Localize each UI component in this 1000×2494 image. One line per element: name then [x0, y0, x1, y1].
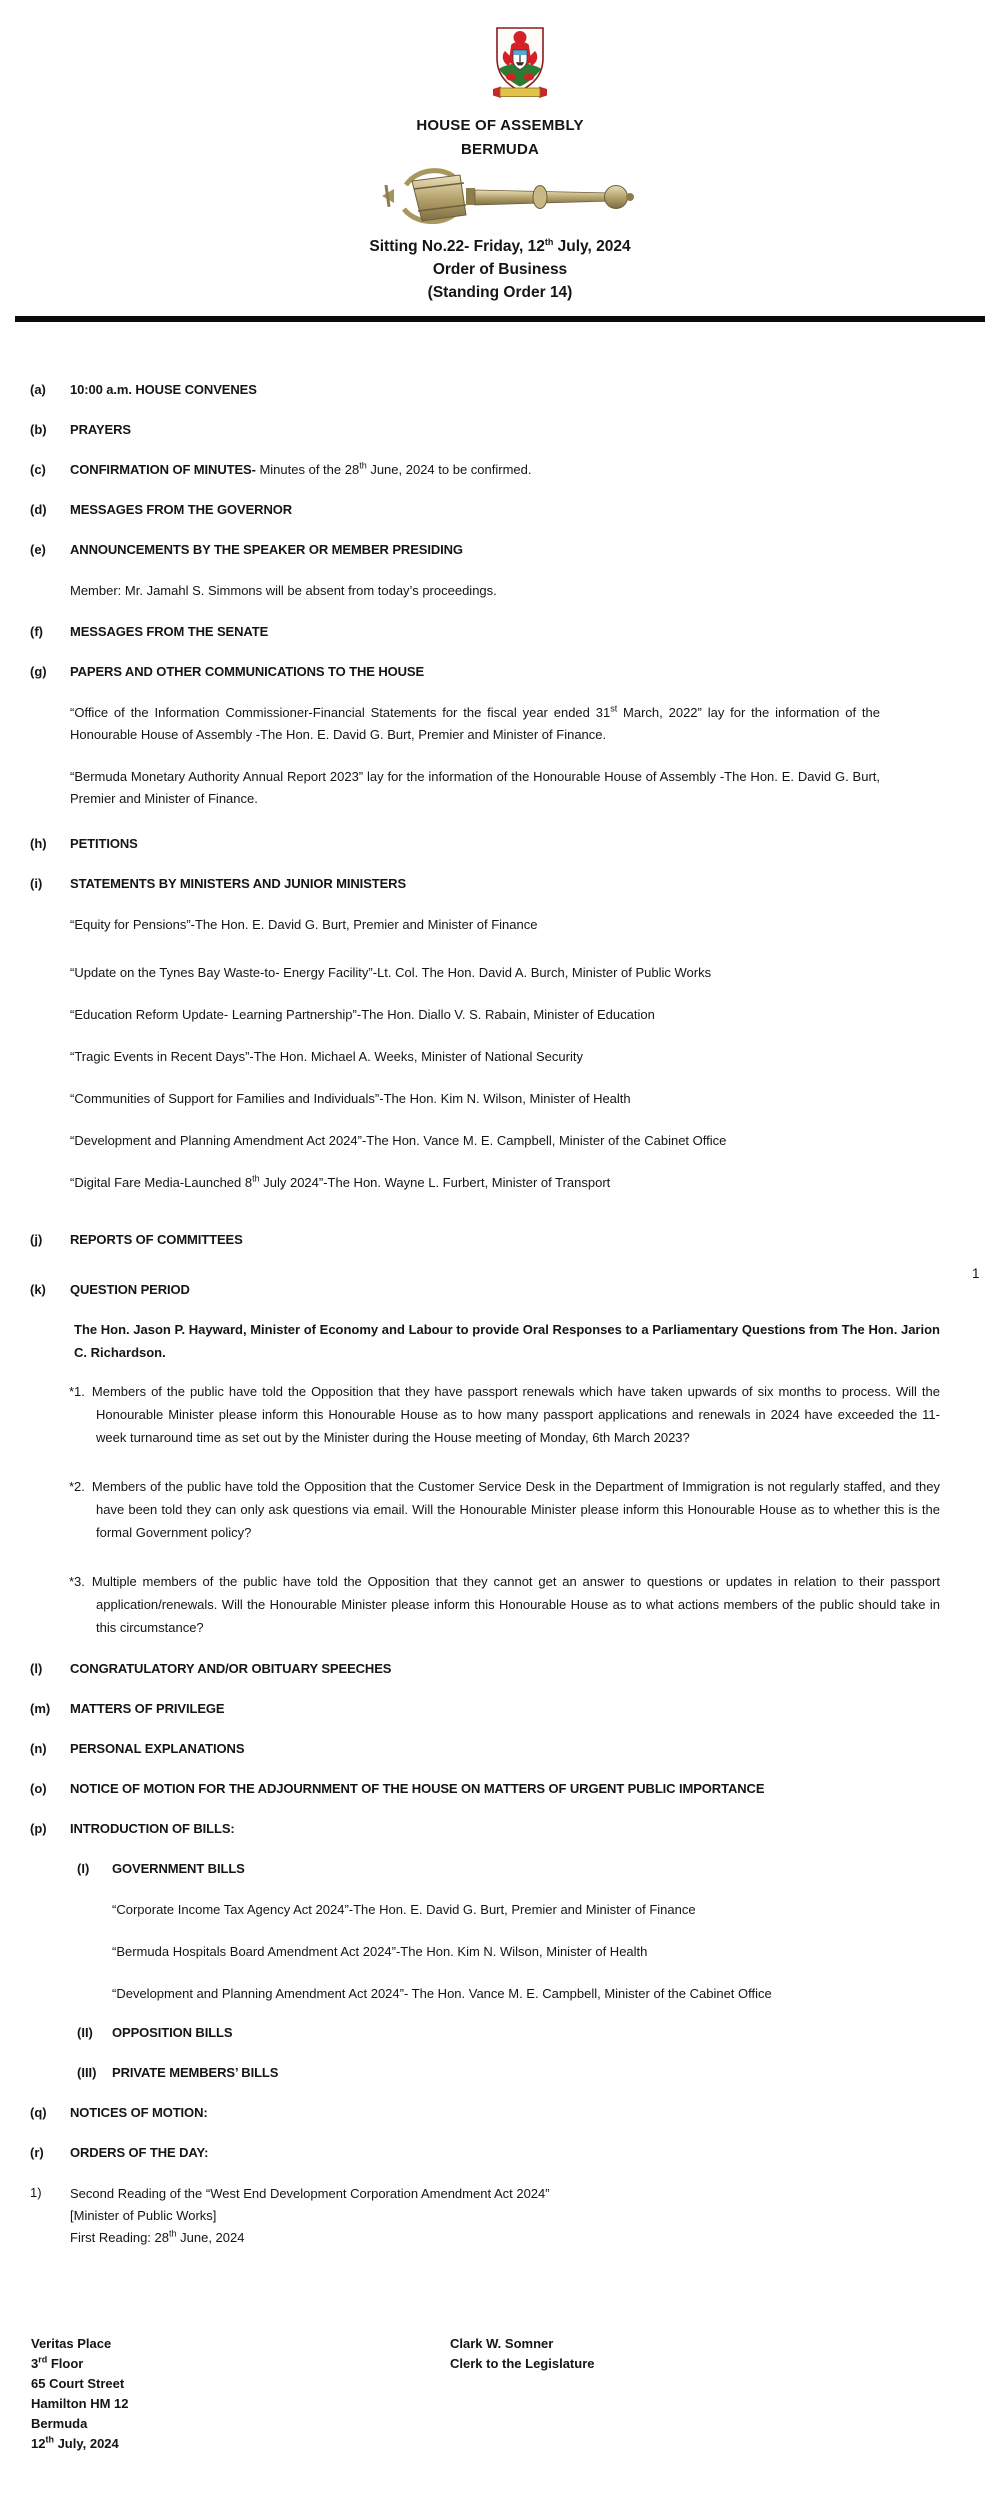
- item-letter: (r): [30, 2145, 44, 2160]
- item-letter: (j): [30, 1232, 43, 1247]
- item-letter: (h): [30, 836, 47, 851]
- question-item-2: [69, 1475, 940, 1544]
- agenda-item-m: [30, 1699, 940, 1719]
- address-line: 65 Court Street: [31, 2376, 125, 2391]
- item-heading: PRAYERS: [70, 422, 131, 437]
- item-heading: NOTICE OF MOTION FOR THE ADJOURNMENT OF THE HOUSE ON MATTERS OF URGENT PUBLIC IMPORTANCE: [70, 1781, 765, 1796]
- statement-item: “Update on the Tynes Bay Waste-to- Energy Facility”-Lt. Col. The Hon. David A. Burch, Minister of Public Works: [70, 965, 712, 980]
- clerk-title: Clerk to the Legislature: [450, 2356, 595, 2371]
- sitting-text-rest: July, 2024: [553, 238, 631, 255]
- question-number: *1.: [69, 1384, 85, 1399]
- item-heading: STATEMENTS BY MINISTERS AND JUNIOR MINISTERS: [70, 876, 407, 891]
- item-text-rest: June, 2024 to be confirmed.: [366, 462, 532, 477]
- paper-paragraph-1: [70, 702, 880, 746]
- agenda-item-h: [30, 834, 940, 854]
- question-period-intro: The Hon. Jason P. Hayward, Minister of Economy and Labour to provide Oral Responses to a Parliamentary Questions from The Hon. Jarion C. Richardson.: [74, 1322, 940, 1360]
- address-line: Hamilton HM 12: [31, 2396, 129, 2411]
- ordinal: rd: [38, 2354, 48, 2365]
- address-line: [31, 2434, 129, 2454]
- order-text: First Reading: 28: [70, 2230, 169, 2245]
- agenda-item-i: [30, 874, 940, 1194]
- ordinal: th: [45, 2434, 54, 2445]
- item-letter: (o): [30, 1781, 47, 1796]
- government-bills-section: [30, 1859, 940, 2005]
- address-text: 12: [31, 2436, 46, 2451]
- private-members-bills-section: [77, 2063, 940, 2083]
- order-line-2: [Minister of Public Works]: [70, 2208, 217, 2223]
- question-item-1: [69, 1380, 940, 1449]
- item-heading: CONGRATULATORY AND/OR OBITUARY SPEECHES: [70, 1661, 392, 1676]
- statement-item: “Equity for Pensions”-The Hon. E. David G. Burt, Premier and Minister of Finance: [70, 917, 538, 932]
- item-letter: (m): [30, 1701, 51, 1716]
- question-item-3: [69, 1570, 940, 1639]
- footer-address: [31, 2334, 129, 2454]
- sitting-line: [0, 237, 1000, 256]
- footer-clerk: [450, 2334, 594, 2374]
- sub-item-heading: PRIVATE MEMBERS’ BILLS: [112, 2065, 279, 2080]
- agenda-item-l: [30, 1659, 940, 1679]
- item-heading: MATTERS OF PRIVILEGE: [70, 1701, 225, 1716]
- question-text: Multiple members of the public have told the Opposition that they cannot get an answer to questions or updates in relation to their passport application/renewals. Will the Honourable Minister please inform this Honourable House as to what actions members of the public should take in this circumstance?: [91, 1574, 940, 1635]
- org-title: HOUSE OF ASSEMBLY: [416, 117, 584, 134]
- item-heading: PETITIONS: [70, 836, 138, 851]
- sitting-text: Sitting No.22- Friday, 12: [369, 238, 545, 255]
- document-header: [0, 0, 1000, 302]
- item-letter: (f): [30, 624, 43, 639]
- order-content: [70, 2183, 940, 2249]
- paper-text: “Office of the Information Commissioner-Financial Statements for the fiscal year ended 31: [70, 705, 611, 720]
- agenda-item-g: [30, 662, 940, 810]
- ordinal: th: [252, 1173, 260, 1184]
- sub-item-numeral: (II): [77, 2025, 93, 2040]
- agenda-item-r: [30, 2143, 940, 2163]
- document-title: Order of Business: [432, 261, 568, 278]
- paper-paragraph-2: “Bermuda Monetary Authority Annual Report 2023” lay for the information of the Honourable House of Assembly -The Hon. E. David G. Burt, Premier and Minister of Finance.: [70, 769, 880, 806]
- order-number: 1): [30, 2185, 42, 2200]
- item-letter: (n): [30, 1741, 47, 1756]
- question-number: *3.: [69, 1574, 85, 1589]
- sub-item-numeral: (III): [77, 2065, 97, 2080]
- address-text-rest: Floor: [47, 2356, 84, 2371]
- agenda-item-a: [30, 380, 940, 400]
- ordinal: th: [359, 460, 367, 471]
- item-letter: (q): [30, 2105, 47, 2120]
- agenda-item-b: [30, 420, 940, 440]
- agenda-item-k: [30, 1280, 940, 1639]
- statement-item: “Education Reform Update- Learning Partnership”-The Hon. Diallo V. S. Rabain, Minister of Education: [70, 1007, 655, 1022]
- sub-item-numeral: (I): [77, 1861, 90, 1876]
- item-content: [70, 540, 940, 602]
- statement-item: [70, 1172, 940, 1194]
- statement-item: “Development and Planning Amendment Act 2024”-The Hon. Vance M. E. Campbell, Minister of the Cabinet Office: [70, 1133, 727, 1148]
- document-subtitle: (Standing Order 14): [427, 284, 573, 301]
- agenda-item-n: [30, 1739, 940, 1759]
- item-heading: ORDERS OF THE DAY:: [70, 2145, 209, 2160]
- address-line: [31, 2354, 129, 2374]
- agenda-item-d: [30, 500, 940, 520]
- item-letter: (d): [30, 502, 47, 517]
- page-number: 1: [972, 1266, 980, 1281]
- item-heading: 10:00 a.m. HOUSE CONVENES: [70, 382, 257, 397]
- question-number: *2.: [69, 1479, 85, 1494]
- item-heading: ANNOUNCEMENTS BY THE SPEAKER OR MEMBER PRESIDING: [70, 542, 463, 557]
- address-line: Veritas Place: [31, 2336, 112, 2351]
- opposition-bills-section: [77, 2023, 940, 2043]
- ordinal: st: [610, 703, 618, 714]
- item-heading: NOTICES OF MOTION:: [70, 2105, 208, 2120]
- item-letter: (g): [30, 664, 47, 679]
- org-subtitle: BERMUDA: [460, 141, 540, 158]
- agenda-item-c: [30, 460, 940, 480]
- announcement-note: Member: Mr. Jamahl S. Simmons will be absent from today’s proceedings.: [70, 583, 497, 598]
- agenda-item-j: [30, 1230, 940, 1250]
- item-text: Minutes of the 28: [255, 462, 360, 477]
- order-line-1: Second Reading of the “West End Development Corporation Amendment Act 2024”: [70, 2186, 550, 2201]
- question-text: Members of the public have told the Opposition that the Customer Service Desk in the Department of Immigration is not regularly staffed, and they have been told they can only ask questions via email. Will the Honourable Minister please inform this Honourable House as to whether this is the formal Government policy?: [91, 1479, 940, 1540]
- clerk-name: Clark W. Somner: [450, 2336, 554, 2351]
- order-text-rest: June, 2024: [176, 2230, 245, 2245]
- order-line-3: [70, 2227, 940, 2249]
- sub-item-heading: GOVERNMENT BILLS: [112, 1861, 245, 1876]
- statement-text-rest: July 2024”-The Hon. Wayne L. Furbert, Minister of Transport: [259, 1175, 611, 1190]
- item-heading: PERSONAL EXPLANATIONS: [70, 1741, 245, 1756]
- bill-item: “Corporate Income Tax Agency Act 2024”-The Hon. E. David G. Burt, Premier and Minister of Finance: [112, 1902, 696, 1917]
- agenda-item-f: [30, 622, 940, 642]
- agenda-item-q: [30, 2103, 940, 2123]
- address-text-rest: July, 2024: [53, 2436, 119, 2451]
- item-letter: (i): [30, 876, 43, 891]
- item-letter: (p): [30, 1821, 47, 1836]
- agenda-item-e: [30, 540, 940, 602]
- item-heading: CONFIRMATION OF MINUTES-: [70, 462, 256, 477]
- statement-text: “Digital Fare Media-Launched 8: [70, 1175, 253, 1190]
- address-text: 3: [31, 2356, 39, 2371]
- item-heading: MESSAGES FROM THE GOVERNOR: [70, 502, 293, 517]
- statement-item: “Communities of Support for Families and Individuals”-The Hon. Kim N. Wilson, Minister of Health: [70, 1091, 631, 1106]
- item-heading: INTRODUCTION OF BILLS:: [70, 1821, 235, 1836]
- item-letter: (b): [30, 422, 47, 437]
- item-content: [70, 460, 940, 480]
- agenda-item-o: [30, 1779, 940, 1799]
- item-letter: (l): [30, 1661, 43, 1676]
- question-text: Members of the public have told the Opposition that they have passport renewals which have taken upwards of six months to process. Will the Honourable Minister please inform this Honourable House as to how many passport applications and renewals in 2024 have exceeded the 11-week turnaround time as set out by the Minister during the House meeting of Monday, 6th March 2023?: [91, 1384, 940, 1445]
- agenda-item-p: [30, 1819, 940, 1839]
- item-letter: (k): [30, 1282, 46, 1297]
- bill-item: “Bermuda Hospitals Board Amendment Act 2024”-The Hon. Kim N. Wilson, Minister of Health: [112, 1944, 648, 1959]
- sitting-ordinal: th: [544, 236, 554, 247]
- item-heading: MESSAGES FROM THE SENATE: [70, 624, 269, 639]
- item-heading: QUESTION PERIOD: [70, 1282, 190, 1297]
- order-of-business-list: [0, 322, 1000, 2249]
- item-letter: (a): [30, 382, 46, 397]
- order-item-1: [30, 2183, 940, 2249]
- sub-item-heading: OPPOSITION BILLS: [112, 2025, 233, 2040]
- item-heading: REPORTS OF COMMITTEES: [70, 1232, 243, 1247]
- address-line: Bermuda: [31, 2416, 88, 2431]
- ordinal: th: [169, 2228, 177, 2239]
- item-letter: (e): [30, 542, 46, 557]
- bill-item: “Development and Planning Amendment Act 2024”- The Hon. Vance M. E. Campbell, Minister of the Cabinet Office: [112, 1986, 772, 2001]
- paper-text-rest: March, 2022” lay for the information of the Honourable House of Assembly -The Hon. E. David G. Burt, Premier and Minister of Finance.: [70, 705, 880, 742]
- mace-icon: [8, 165, 1000, 229]
- item-heading: PAPERS AND OTHER COMMUNICATIONS TO THE HOUSE: [70, 664, 425, 679]
- coat-of-arms-icon: [491, 22, 549, 105]
- statement-item: “Tragic Events in Recent Days”-The Hon. Michael A. Weeks, Minister of National Security: [70, 1049, 583, 1064]
- item-letter: (c): [30, 462, 46, 477]
